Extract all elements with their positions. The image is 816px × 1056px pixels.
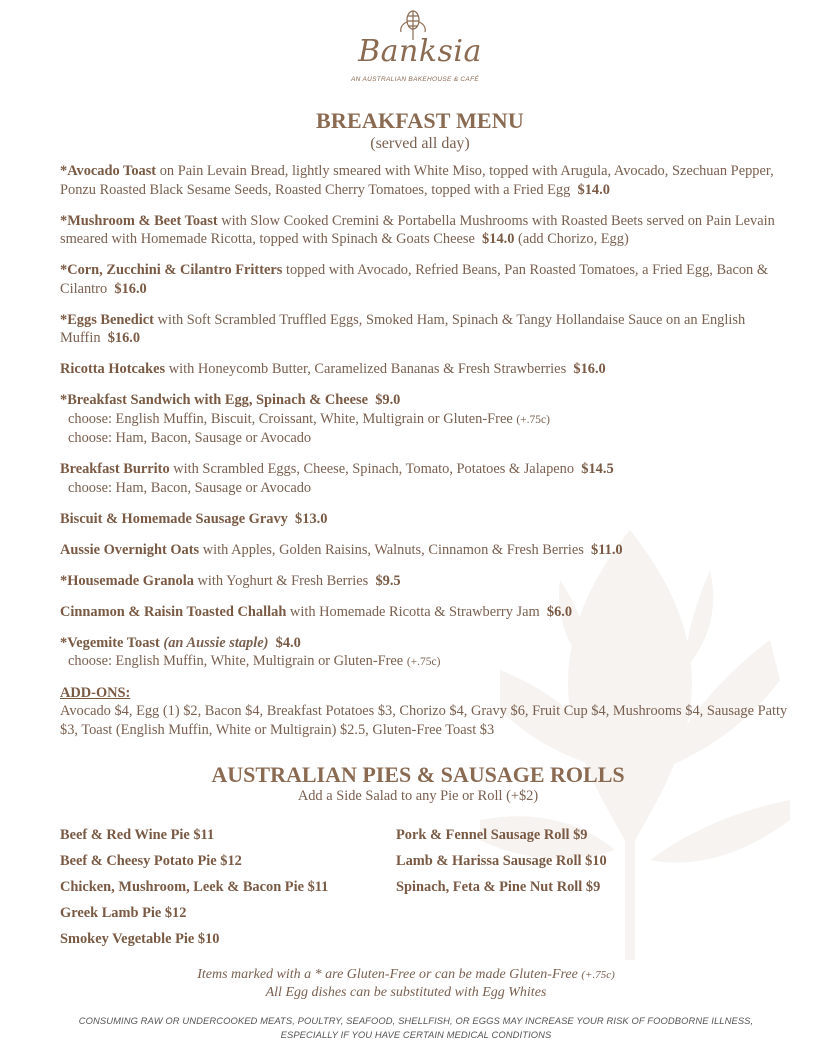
- menu-item: [60, 460, 800, 497]
- menu-item: [60, 391, 800, 448]
- brand-logo: [330, 8, 500, 88]
- item-name: Breakfast Sandwich with Egg, Spinach & Cheese: [67, 392, 368, 408]
- item-name: Aussie Overnight Oats: [60, 541, 200, 558]
- menu-item: [60, 603, 800, 622]
- item-price: $11.0: [591, 541, 623, 558]
- pies-list: [60, 822, 390, 952]
- food-safety-warning: [0, 1014, 816, 1042]
- egg-white-note: All Egg dishes can be substituted with Egg Whites: [265, 985, 547, 1000]
- item-description: topped with Avocado, Refried Beans, Pan Roasted Tomatoes, a Fried Egg, Bacon & Cilantro: [60, 262, 769, 297]
- menu-item: [60, 162, 800, 199]
- pie-item: Greek Lamb Pie $12: [60, 905, 187, 921]
- item-name: Cinnamon & Raisin Toasted Challah: [60, 603, 287, 620]
- pie-item: Chicken, Mushroom, Leek & Bacon Pie $11: [60, 879, 329, 895]
- item-extra: (add Chorizo, Egg): [514, 231, 629, 247]
- item-description: with Honeycomb Butter, Caramelized Bananas & Fresh Strawberries: [165, 361, 567, 377]
- addons-list: Avocado $4, Egg (1) $2, Bacon $4, Breakfast Potatoes $3, Chorizo $4, Gravy $6, Fruit Cup $4, Mushrooms $4, Sausage Patty $3, Toast (English Muffin, White or Multigrain) $2.5, Gluten-Free Toast $3: [60, 703, 788, 738]
- item-name: Breakfast Burrito: [60, 461, 170, 477]
- choice-surcharge: (+.75c): [516, 413, 550, 426]
- pie-item: Beef & Cheesy Potato Pie $12: [60, 853, 242, 869]
- gf-note-text: Items marked with a * are Gluten-Free or can be made Gluten-Free: [197, 967, 578, 982]
- addons-title: ADD-ONS:: [60, 685, 131, 701]
- gluten-free-marker: *: [60, 311, 68, 328]
- item-description: with Soft Scrambled Truffled Eggs, Smoked Ham, Spinach & Tangy Hollandaise Sauce on an English Muffin: [60, 311, 746, 346]
- item-price: $14.5: [581, 461, 614, 477]
- sausage-rolls-list: [396, 822, 756, 900]
- gluten-free-marker: *: [60, 163, 68, 179]
- gf-note-surcharge: (+.75c): [581, 969, 615, 981]
- menu-item: [60, 634, 800, 672]
- item-name: Vegemite Toast: [67, 634, 160, 651]
- pie-item: Beef & Red Wine Pie $11: [60, 827, 215, 843]
- brand-tagline: AN AUSTRALIAN BAKEHOUSE & CAFÉ: [351, 76, 479, 83]
- item-price: $4.0: [275, 634, 301, 651]
- item-price: $16.0: [573, 361, 606, 377]
- item-description: with Yoghurt & Fresh Berries: [193, 572, 369, 589]
- item-price: $16.0: [114, 280, 147, 297]
- choice-text: choose: English Muffin, Biscuit, Croissant, White, Multigrain or Gluten-Free: [68, 410, 513, 427]
- gluten-free-marker: *: [60, 392, 68, 408]
- gluten-free-marker: *: [60, 262, 68, 278]
- item-name: Housemade Granola: [67, 572, 194, 589]
- item-description: on Pain Levain Bread, lightly smeared with White Miso, topped with Arugula, Avocado, Szechuan Pepper, Ponzu Roasted Black Sesame Seeds, Roasted Cherry Tomatoes, topped with a Fried Egg: [60, 163, 774, 198]
- gluten-free-note: [0, 966, 812, 984]
- item-description: with Homemade Ricotta & Strawberry Jam: [286, 603, 540, 620]
- roll-item: Lamb & Harissa Sausage Roll $10: [396, 853, 607, 869]
- item-name: Mushroom & Beet Toast: [67, 212, 218, 229]
- item-name: Biscuit & Homemade Sausage Gravy: [60, 510, 288, 527]
- item-name: Eggs Benedict: [67, 311, 154, 328]
- breakfast-menu-title: BREAKFAST MENU: [316, 108, 524, 133]
- choice-surcharge: (+.75c): [406, 656, 441, 668]
- addons-section: [60, 684, 800, 739]
- item-choice: [60, 410, 800, 430]
- gluten-free-marker: *: [60, 572, 68, 589]
- item-name: Ricotta Hotcakes: [60, 361, 166, 377]
- item-description: with Apples, Golden Raisins, Walnuts, Cinnamon & Fresh Berries: [199, 541, 584, 558]
- item-choice: [60, 652, 800, 672]
- pies-subtitle: Add a Side Salad to any Pie or Roll (+$2): [297, 788, 539, 804]
- item-name: Corn, Zucchini & Cilantro Fritters: [67, 262, 283, 278]
- menu-item: [60, 541, 800, 560]
- item-choice: choose: Ham, Bacon, Sausage or Avocado: [68, 479, 312, 496]
- gluten-free-marker: *: [60, 634, 68, 651]
- choice-text: choose: English Muffin, White, Multigrain or Gluten-Free: [68, 653, 404, 669]
- item-price: $9.5: [375, 572, 401, 589]
- item-description: with Slow Cooked Cremini & Portabella Mushrooms with Roasted Beets served on Pain Levain smeared with Homemade Ricotta, topped with Spinach & Goats Cheese: [60, 212, 775, 247]
- item-price: $13.0: [295, 510, 328, 527]
- item-aside: (an Aussie staple): [163, 634, 269, 651]
- menu-item: [60, 261, 800, 298]
- gluten-free-marker: *: [60, 212, 68, 229]
- pies-section-title: AUSTRALIAN PIES & SAUSAGE ROLLS: [211, 762, 625, 787]
- item-price: $6.0: [546, 603, 573, 620]
- menu-item: [60, 212, 800, 249]
- warning-line: ESPECIALLY IF YOU HAVE CERTAIN MEDICAL CONDITIONS: [280, 1029, 552, 1040]
- roll-item: Spinach, Feta & Pine Nut Roll $9: [396, 879, 601, 895]
- warning-line: CONSUMING RAW OR UNDERCOOKED MEATS, POULTRY, SEAFOOD, SHELLFISH, OR EGGS MAY INCREASE YOUR RISK OF FOODBORNE ILLNESS,: [78, 1015, 754, 1026]
- pie-item: Smokey Vegetable Pie $10: [60, 931, 220, 947]
- item-price: $14.0: [482, 231, 515, 247]
- menu-item: [60, 360, 800, 379]
- item-description: with Scrambled Eggs, Cheese, Spinach, Tomato, Potatoes & Jalapeno: [169, 461, 575, 477]
- breakfast-subtitle: (served all day): [370, 135, 470, 152]
- item-name: Avocado Toast: [67, 163, 157, 179]
- breakfast-items: [60, 162, 800, 739]
- item-price: $9.0: [375, 392, 401, 408]
- item-price: $16.0: [107, 330, 141, 346]
- item-price: $14.0: [577, 181, 610, 198]
- menu-item: [60, 572, 800, 591]
- footnotes: [0, 966, 812, 1002]
- menu-item: [60, 510, 800, 529]
- menu-item: [60, 311, 800, 348]
- roll-item: Pork & Fennel Sausage Roll $9: [396, 827, 588, 843]
- item-choice: choose: Ham, Bacon, Sausage or Avocado: [68, 430, 312, 446]
- brand-name: Banksia: [358, 34, 482, 69]
